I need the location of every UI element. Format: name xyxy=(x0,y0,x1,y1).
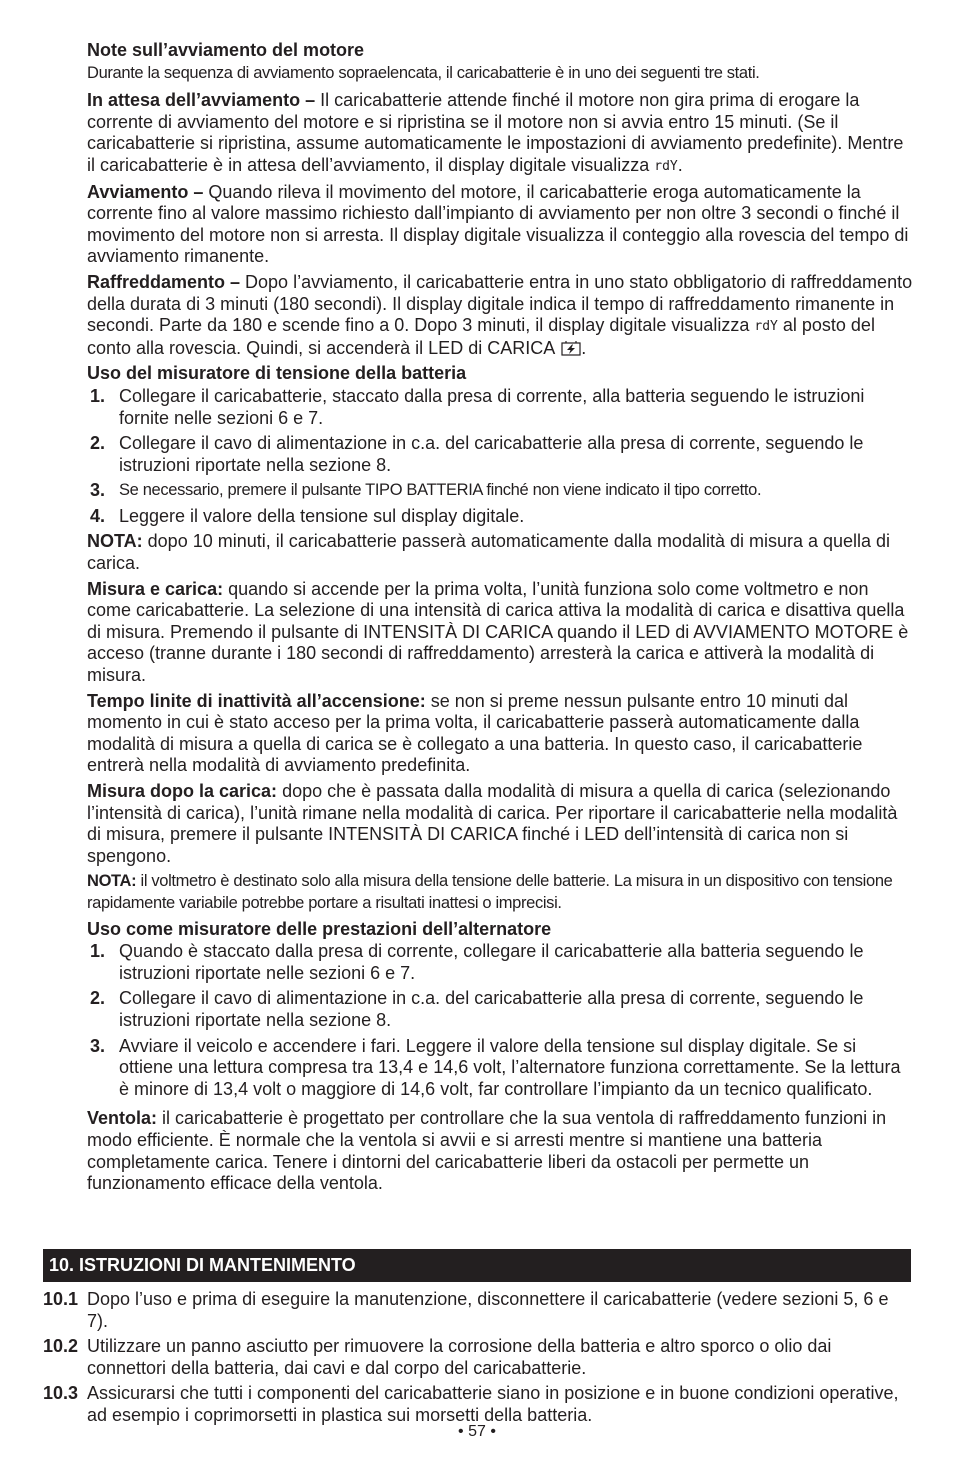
note2-paragraph xyxy=(87,871,913,914)
note-text: dopo 10 minuti, il caricabatterie passerà automaticamente dalla modalità di misura a quella di carica. xyxy=(87,531,891,574)
starting-label: Avviamento – xyxy=(87,181,204,202)
cooling-label: Raffreddamento – xyxy=(87,271,241,292)
step-text: Quando è staccato dalla presa di corrente, collegare il caricabatterie alla batteria seguendo le istruzioni riportate nelle sezioni 6 e 7. xyxy=(119,941,864,983)
item-text: Assicurarsi che tutti i componenti del caricabatterie siano in posizione e in buone condizioni operative, ad esempio i coprimorsetti in plastica sui morsetti della batteria. xyxy=(87,1383,899,1425)
step-text: Avviare il veicolo e accendere i fari. Leggere il valore della tensione sul display digitale. Se si ottiene una lettura compresa tra 13,4 e 14,6 volt, l’alternatore funziona correttamente. Se la lettura è minore di 13,4 volt o maggiore di 14,6 volt, far controllare l’impianto da un tecnico qualificato. xyxy=(119,1035,901,1099)
charge-led-icon xyxy=(561,340,581,356)
start-notes-intro: Durante la sequenza di avviamento sopraelencata, il caricabatterie è in uno dei seguenti tre stati. xyxy=(87,63,760,82)
cooling-paragraph xyxy=(87,272,913,359)
list-item xyxy=(43,1336,911,1379)
note-paragraph xyxy=(87,531,913,574)
waiting-end: . xyxy=(677,154,683,175)
page-number: • 57 • xyxy=(458,1423,496,1440)
after-charge-text: dopo che è passata dalla modalità di misura a quella di carica (selezionando l’intensità di carica), l’unità rimane nella modalità di carica. Per riportare il caricabatterie nella modalità di misura, premere il pulsante INTENSITÀ DI CARICA finché i LED dell’intensità di carica non si spengono. xyxy=(87,781,898,866)
step-number: 2. xyxy=(90,988,106,1009)
note2-text: il voltmetro è destinato solo alla misura della tensione delle batterie. La misura in un dispositivo con tensione rapidamente variabile potrebbe portare a risultati inattesi o imprecisi. xyxy=(87,872,893,912)
step-text: Collegare il caricabatterie, staccato dalla presa di corrente, alla batteria seguendo le istruzioni fornite nelle sezioni 6 e 7. xyxy=(119,385,865,428)
measure-charge-paragraph xyxy=(87,579,913,687)
step-number: 1. xyxy=(90,941,106,962)
step-number: 4. xyxy=(90,505,106,526)
cooling-text: Dopo l’avviamento, il caricabatterie entra in uno stato obbligatorio di raffreddamento della durata di 3 minuti (180 secondi). Il display digitale indica il tempo di raffreddamento rimanente in secondi. Parte da 180 e scende fino a 0. Dopo 3 minuti, il display digitale visualizza xyxy=(87,271,913,336)
cooling-text-2: al posto del conto alla rovescia. Quindi, si accenderà il LED di CARICA xyxy=(87,315,875,358)
item-number: 10.3 xyxy=(43,1383,79,1404)
item-text: Utilizzare un panno asciutto per rimuovere la corrosione della batteria e altro sporco o olio dai connettori della batteria, dai cavi e dal corpo del caricabatterie. xyxy=(87,1336,832,1378)
starting-paragraph xyxy=(87,182,913,268)
step-number: 2. xyxy=(90,433,106,454)
fan-text: il caricabatterie è progettato per controllare che la sua ventola di raffreddamento funzioni in modo efficiente. È normale che la ventola si avvii e si arresti mentre si mantiene una batteria completamente carica. Tenere i dintorni del caricabatterie liberi da ostacoli per permette un funzionamento efficace della ventola. xyxy=(87,1108,887,1194)
timeout-paragraph xyxy=(87,691,913,777)
list-item xyxy=(87,386,913,429)
fan-label: Ventola: xyxy=(87,1108,158,1129)
start-notes-heading: Note sull’avviamento del motore xyxy=(87,40,365,60)
maintenance-list xyxy=(43,1289,911,1431)
timeout-label: Tempo linite di inattività all’accensione: xyxy=(87,690,426,711)
alternator-steps xyxy=(87,941,913,1100)
list-item xyxy=(87,506,913,528)
list-item xyxy=(43,1289,911,1332)
measure-charge-text: quando si accende per la prima volta, l’unità funziona solo come voltmetro e non come caricabatterie. La selezione di una intensità di carica attiva la modalità di carica e disattiva quella di misura. Premendo il pulsante di INTENSITÀ DI CARICA quando il LED di AVVIAMENTO MOTORE è acceso (tranne durante i 180 secondi di raffreddamento) arresterà la carica e attiverà la modalità di misura. xyxy=(87,578,909,686)
starting-text: Quando rileva il movimento del motore, il caricabatterie eroga automaticamente la corrente fino al valore massimo richiesto dall’impianto di avviamento per non oltre 3 secondi o finché il movimento del motore non si arresta. Il display digitale visualizza il conteggio alla rovescia del tempo di avviamento rimanente. xyxy=(87,181,909,267)
after-charge-paragraph xyxy=(87,781,913,867)
step-number: 3. xyxy=(90,480,106,501)
item-number: 10.2 xyxy=(43,1336,79,1357)
step-text: Collegare il cavo di alimentazione in c.a. del caricabatterie alla presa di corrente, seguendo le istruzioni riportate nella sezione 8. xyxy=(119,433,864,475)
voltmeter-steps xyxy=(87,386,913,528)
item-text: Dopo l’uso e prima di eseguire la manutenzione, disconnettere il caricabatterie (vedere sezioni 5, 6 e 7). xyxy=(87,1289,889,1331)
step-text: Se necessario, premere il pulsante TIPO BATTERIA finché non viene indicato il tipo corretto. xyxy=(119,481,762,500)
after-charge-label: Misura dopo la carica: xyxy=(87,781,278,801)
item-number: 10.1 xyxy=(43,1289,79,1309)
waiting-label: In attesa dell’avviamento – xyxy=(87,90,316,111)
display-rdy-code: rdY xyxy=(754,319,778,335)
list-item xyxy=(87,433,913,476)
list-item xyxy=(43,1383,911,1426)
alternator-heading: Uso come misuratore delle prestazioni dell’alternatore xyxy=(87,918,552,939)
step-text: Collegare il cavo di alimentazione in c.a. del caricabatterie alla presa di corrente, seguendo le istruzioni riportate nella sezione 8. xyxy=(119,988,864,1030)
list-item xyxy=(87,988,913,1031)
timeout-text: se non si preme nessun pulsante entro 10 minuti dal momento in cui è stato acceso per la prima volta, il caricabatterie passerà automaticamente dalla modalità di misura a quella di carica se è collegato a una batteria. In questo caso, il caricabatterie entrerà nella modalità di avviamento predefinita. xyxy=(87,690,863,776)
list-item xyxy=(87,941,913,984)
measure-charge-label: Misura e carica: xyxy=(87,578,224,599)
display-rdy-code: rdY xyxy=(654,158,678,174)
step-number: 3. xyxy=(90,1035,106,1056)
step-number: 1. xyxy=(90,385,106,406)
waiting-text: Il caricabatterie attende finché il motore non gira prima di erogare la corrente di avviamento del motore e si ripristina se il motore non si avvia entro 15 minuti. (Se il caricabatterie si ripristina, assume automaticamente le impostazioni di avviamento predefinite). Mentre il caricabatterie è in attesa dell’avviamento, il display digitale visualizza xyxy=(87,90,904,175)
voltmeter-heading: Uso del misuratore di tensione della batteria xyxy=(87,363,467,384)
list-item xyxy=(87,480,913,502)
list-item xyxy=(87,1036,913,1101)
note-label: NOTA: xyxy=(87,531,143,552)
waiting-paragraph xyxy=(87,90,913,177)
fan-paragraph xyxy=(87,1108,913,1194)
cooling-end: . xyxy=(581,337,587,358)
step-text: Leggere il valore della tensione sul display digitale. xyxy=(119,505,525,526)
note2-label: NOTA: xyxy=(87,872,137,891)
main-column xyxy=(87,40,913,1199)
section-title-bar: 10. ISTRUZIONI DI MANTENIMENTO xyxy=(43,1249,911,1282)
